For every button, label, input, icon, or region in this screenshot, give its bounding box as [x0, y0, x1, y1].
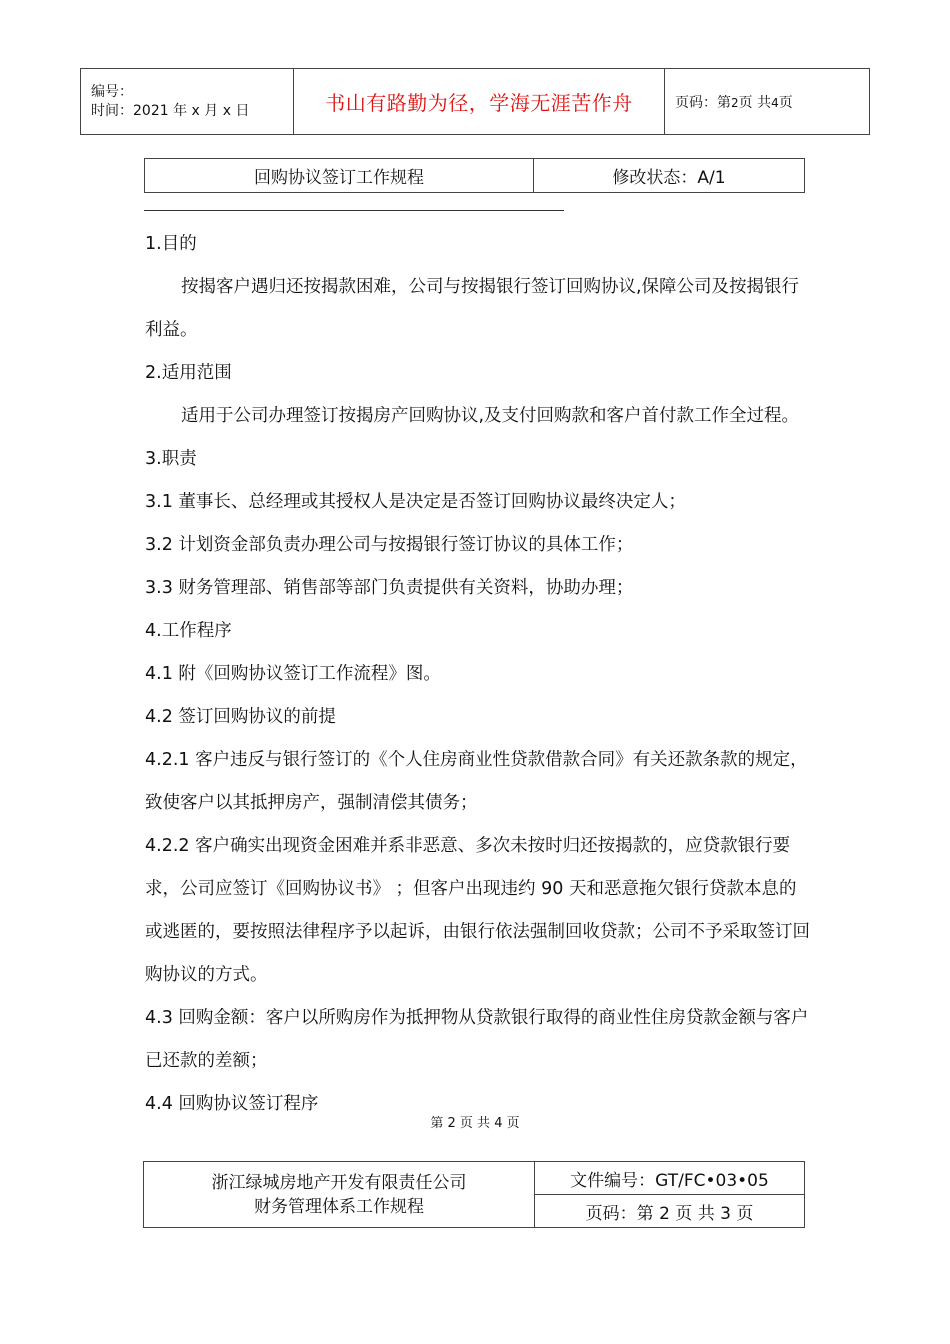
section-4-1: 4.1 附《回购协议签订工作流程》图。	[145, 664, 441, 684]
page-footer: 第 2 页 共 4 页	[430, 1116, 520, 1131]
section-3-2: 3.2 计划资金部负责办理公司与按揭银行签订协议的具体工作；	[145, 535, 634, 555]
page-label-suffix: 页	[778, 94, 793, 111]
section-3-1: 3.1 董事长、总经理或其授权人是决定是否签订回购协议最终决定人；	[145, 492, 686, 512]
document-header-table	[80, 68, 870, 135]
header-motto: 书山有路勤为径，学海无涯苦作舟	[294, 69, 665, 135]
page-label-prefix: 页码：第	[675, 94, 731, 111]
revision-status: 修改状态：A/1	[534, 159, 805, 193]
footer-box	[143, 1161, 805, 1228]
section-2-text: 适用于公司办理签订按揭房产回购协议,及支付回购款和客户首付款工作全过程。	[181, 406, 800, 426]
section-4-3: 4.3 回购金额：客户以所购房作为抵押物从贷款银行取得的商业性住房贷款金额与客户已还款的差额；	[145, 1008, 809, 1071]
header-page-cell	[665, 69, 870, 135]
page-number: 2	[731, 95, 739, 110]
footer-doc-number: 文件编号：GT/FC•03•05	[535, 1162, 805, 1195]
section-1-heading: 1.目的	[145, 234, 197, 254]
section-4-2-2: 4.2.2 客户确实出现资金困难并系非恶意、多次未按时归还按揭款的，应贷款银行要求，公司应签订《回购协议书》 ；但客户出现违约 90 天和恶意拖欠银行贷款本息的或逃匿的，要按照法律程序予以起诉，由银行依法强制回收贷款；公司不予采取签订回购协议的方式。	[145, 836, 810, 985]
time-label: 时间：2021 年 x 月 x 日	[91, 102, 250, 119]
total-pages: 4	[771, 95, 779, 110]
section-3-3: 3.3 财务管理部、销售部等部门负责提供有关资料，协助办理；	[145, 578, 634, 598]
page-label-mid: 页 共	[738, 94, 772, 111]
section-4-heading: 4.工作程序	[145, 621, 232, 641]
document-title: 回购协议签订工作规程	[145, 159, 534, 193]
header-meta-cell	[81, 69, 294, 135]
footer-system: 财务管理体系工作规程	[254, 1196, 424, 1217]
section-4-4: 4.4 回购协议签订程序	[145, 1094, 319, 1114]
footer-company: 浙江绿城房地产开发有限责任公司	[211, 1172, 467, 1193]
title-divider	[144, 210, 564, 211]
footer-company-cell	[144, 1162, 535, 1228]
section-3-heading: 3.职责	[145, 449, 197, 469]
document-body	[145, 223, 810, 1126]
section-2-heading: 2.适用范围	[145, 363, 232, 383]
section-4-2: 4.2 签订回购协议的前提	[145, 707, 336, 727]
section-1-text: 按揭客户遇归还按揭款困难，公司与按揭银行签订回购协议,保障公司及按揭银行利益。	[145, 277, 800, 340]
section-4-2-1: 4.2.1 客户违反与银行签订的《个人住房商业性贷款借款合同》有关还款条款的规定，致使客户以其抵押房产，强制清偿其债务；	[145, 750, 808, 813]
footer-page: 页码：第 2 页 共 3 页	[535, 1195, 805, 1228]
serial-label: 编号：	[91, 83, 133, 100]
title-box	[144, 158, 805, 193]
